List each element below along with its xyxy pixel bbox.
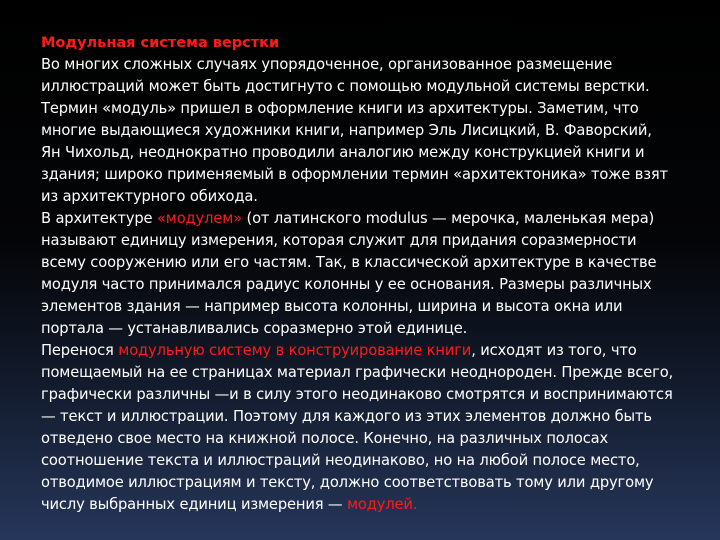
slide-title: Модульная система верстки (41, 35, 280, 51)
text-line (41, 428, 681, 450)
text-line (41, 362, 681, 384)
text-segment: Термин «модуль» пришел в оформление книги из архитектуры. Заметим, что (41, 100, 639, 117)
text-segment: Перенося (41, 342, 119, 359)
text-segment: Ян Чихольд, неоднократно проводили аналогию между конструкцией книги и (41, 144, 645, 161)
text-line (41, 450, 681, 472)
text-segment: называют единицу измерения, которая служит для придания соразмерности (41, 232, 637, 249)
text-line (41, 208, 681, 230)
text-line (41, 54, 681, 76)
text-segment: иллюстраций может быть достигнуто с помощью модульной системы верстки. (41, 78, 650, 95)
text-segment: (от латинского modulus — мерочка, маленькая мера) (242, 210, 655, 227)
text-segment: В архитектуре (41, 210, 157, 227)
text-segment: многие выдающиеся художники книги, например Эль Лисицкий, В. Фаворский, (41, 122, 652, 139)
highlighted-term: модульную систему в конструирование книги (118, 342, 472, 359)
text-segment: числу выбранных единиц измерения — (41, 496, 347, 513)
text-segment: модуля часто принимался радиус колонны у ее основания. Размеры различных (41, 276, 652, 293)
text-segment: соотношение текста и иллюстраций неодинаково, но на любой полосе место, (41, 452, 640, 469)
text-segment: элементов здания — например высота колонны, ширина и высота окна или (41, 298, 623, 315)
text-segment: отведено свое место на книжной полосе. Конечно, на различных полосах (41, 430, 609, 447)
text-line (41, 296, 681, 318)
text-segment: — текст и иллюстрации. Поэтому для каждого из этих элементов должно быть (41, 408, 652, 425)
text-line (41, 164, 681, 186)
text-line (41, 340, 681, 362)
text-line (41, 472, 681, 494)
text-segment: помещаемый на ее страницах материал графически неоднороден. Прежде всего, (41, 364, 674, 381)
text-line (41, 384, 681, 406)
text-line (41, 494, 681, 516)
text-line (41, 318, 681, 340)
text-segment: отводимое иллюстрациям и тексту, должно соответствовать тому или другому (41, 474, 654, 491)
text-line (41, 120, 681, 142)
text-line (41, 76, 681, 98)
text-line (41, 186, 681, 208)
highlighted-term: модулей. (347, 496, 418, 513)
text-line (41, 252, 681, 274)
text-segment: здания; широко применяемый в оформлении термин «архитектоника» тоже взят (41, 166, 668, 183)
text-line (41, 230, 681, 252)
text-line (41, 406, 681, 428)
text-segment: Во многих сложных случаях упорядоченное, организованное размещение (41, 56, 613, 73)
text-segment: всему сооружению или его частям. Так, в классической архитектуре в качестве (41, 254, 657, 271)
text-line (41, 274, 681, 296)
text-segment: графически различны —и в силу этого неодинаково смотрятся и воспринимаются (41, 386, 673, 403)
slide-body-text (41, 54, 681, 516)
slide-content (41, 33, 681, 516)
text-line (41, 142, 681, 164)
highlighted-term: «модулем» (156, 210, 242, 227)
text-line (41, 98, 681, 120)
text-segment: из архитектурного обихода. (41, 188, 258, 205)
text-segment: , исходят из того, что (471, 342, 637, 359)
text-segment: портала — устанавливались соразмерно этой единице. (41, 320, 468, 337)
